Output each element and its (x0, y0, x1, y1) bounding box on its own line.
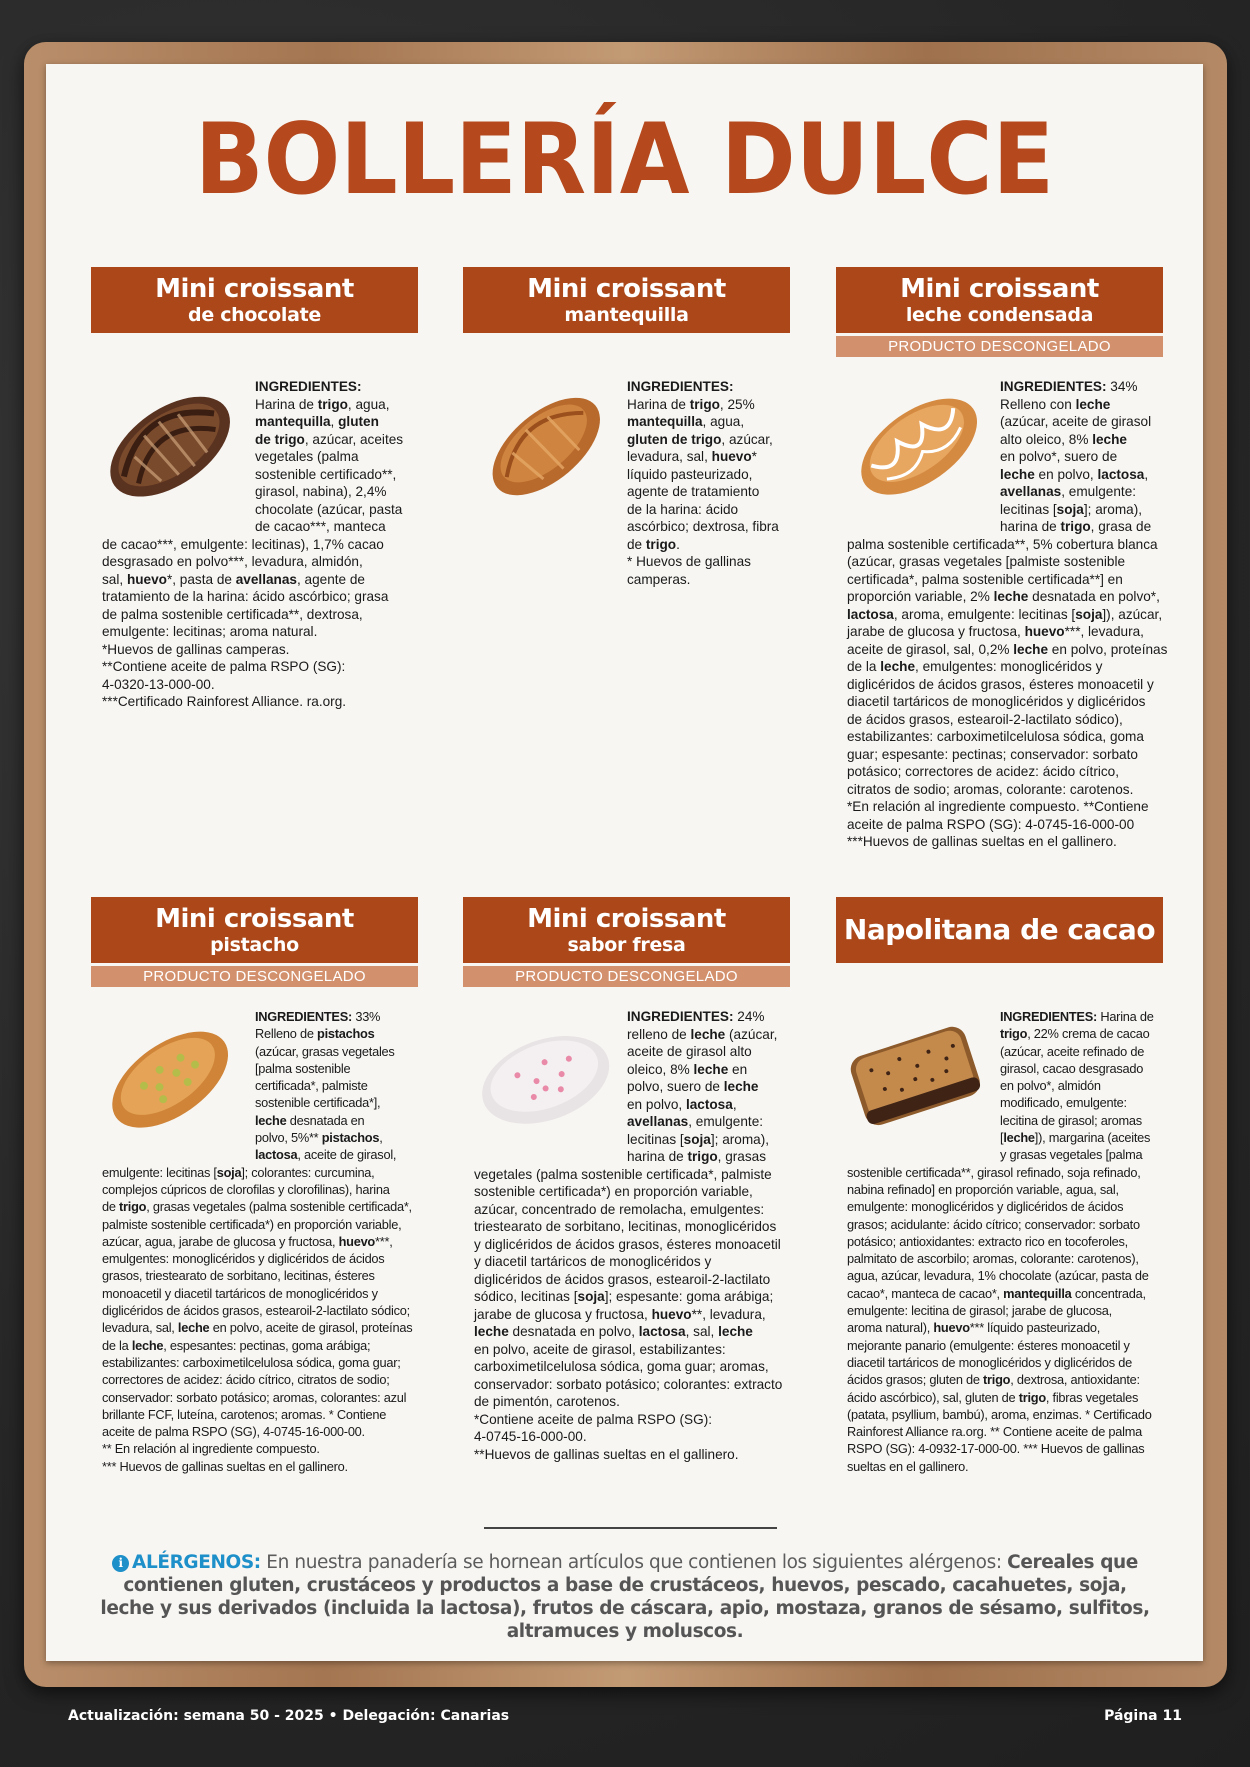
product-card-fresa (463, 897, 790, 987)
product-name: Mini croissant (527, 903, 726, 934)
product-card-pistacho (91, 897, 418, 987)
footer-update: Actualización: semana 50 - 2025 • Delegación: Canarias (68, 1708, 510, 1724)
frozen-badge: PRODUCTO DESCONGELADO (91, 966, 418, 987)
croissant-chocolate-image (94, 375, 244, 515)
ingredients-fresa: INGREDIENTES: 24% relleno de leche (azúcar, aceite de girasol alto oleico, 8% leche en polvo, suero de leche en polvo, lactosa, avellanas, emulgente: lecitinas [soja]; aroma), harina de trigo, grasas vegetales (palma sostenible certificada*, palmiste sostenible certificada*) en proporción variable, azúcar, concentrado de remolacha, emulgentes: triestearato de sorbitano, lecitinas, monoglicéridos y diglicéridos de ácidos grasos, ésteres monoacetil y diacetil tartáricos de monoglicéridos y diglicéridos de ácidos grasos, estearoil-2-lactilato sódico, lecitinas [soja]; espesante: goma arábiga; jarabe de glucosa y fructosa, huevo**, levadura, leche desnatada en polvo, lactosa, sal, leche en polvo, aceite de girasol, estabilizantes: carboximetilcelulosa sódica, goma guar; aromas, conservador: sorbato potásico; colorantes: extracto de pimentón, carotenos. *Contiene aceite de palma RSPO (SG): 4-0745-16-000-00. **Huevos de gallinas sueltas en el gallinero. (474, 1009, 783, 1462)
product-header (463, 897, 790, 963)
allergens-notice (100, 1551, 1150, 1643)
ingredients-text (102, 1008, 435, 1475)
product-header (91, 267, 418, 333)
ingredients-leche-condensada: INGREDIENTES: 34% Relleno con leche (azúcar, aceite de girasol alto oleico, 8% leche en polvo*, suero de leche en polvo, lactosa, avellanas, emulgente: lecitinas [soja]; aroma), harina de trigo, grasa de palma sostenible certificada**, 5% cobertura blanca (azúcar, grasas vegetales [palmiste sostenible certificada*, palma sostenible certificada**] en proporción variable, 2% leche desnatada en polvo*, lactosa, aroma, emulgente: lecitinas [soja]), azúcar, jarabe de glucosa y fructosa, huevo***, levadura, aceite de girasol, sal, 0,2% leche en polvo, proteínas de la leche, emulgentes: monoglicéridos y diglicéridos de ácidos grasos, ésteres monoacetil y diacetil tartáricos de monoglicéridos y diglicéridos de ácidos grasos, estearoil-2-lactilato sódico), estabilizantes: carboximetilcelulosa sódica, goma guar; espesante: pectinas; conservador: sorbato potásico; correctores de acidez: ácido cítrico, citratos de sodio; aromas, colorante: carotenos. *En relación al ingrediente compuesto. **Contiene aceite de palma RSPO (SG): 4-0745-16-000-00 ***Huevos de gallinas sueltas en el gallinero. (847, 379, 1168, 849)
product-name: Mini croissant (527, 273, 726, 304)
croissant-leche-condensada-image (843, 375, 993, 515)
product-name: Mini croissant (900, 273, 1099, 304)
product-name: Mini croissant (155, 273, 354, 304)
product-card-chocolate (91, 267, 418, 333)
info-icon: i (112, 1555, 129, 1572)
product-header (836, 897, 1163, 963)
product-header (463, 267, 790, 333)
croissant-mantequilla-image (470, 375, 620, 515)
product-subtitle: sabor fresa (567, 933, 686, 956)
croissant-fresa-image (470, 1008, 620, 1148)
ingredients-napolitana: INGREDIENTES: Harina de trigo, 22% crema de cacao (azúcar, aceite refinado de girasol, cacao desgrasado en polvo*, almidón modificado, emulgente: lecitina de girasol; aromas [leche]), margarina (aceites y grasas vegetales [palma sostenible certificada**, girasol refinado, soja refinado, nabina refinado] en proporción variable, agua, sal, emulgente: monoglicéridos y diglicéridos de ácidos grasos; acidulante: ácido cítrico; conservador: sorbato potásico; antioxidantes: extracto rico en tocoferoles, palmitato de ascorbilo; aromas, colorante: carotenos), agua, azúcar, levadura, 1% chocolate (azúcar, pasta de cacao*, manteca de cacao*, mantequilla concentrada, emulgente: lecitina de girasol; jarabe de glucosa, aroma natural), huevo*** líquido pasteurizado, mejorante panario (emulgente: ésteres monoacetil y diacetil tartáricos de monoglicéridos y diglicéridos de ácidos grasos; gluten de trigo, dextrosa, antioxidante: ácido ascórbico), sal, gluten de trigo, fibras vegetales (patata, psyllium, bambú), aroma, enzimas. * Certificado Rainforest Alliance ra.org. ** Contiene aceite de palma RSPO (SG): 4-0932-17-000-00. *** Huevos de gallinas sueltas en el gallinero. (847, 1009, 1154, 1474)
allergens-list: Cereales que contienen gluten, crustáceos y productos a base de crustáceos, huevos, pescado, cacahuetes, soja, leche y sus derivados (incluida la lactosa), frutos de cáscara, apio, mostaza, granos de sésamo, sulfitos, altramuces y moluscos. (100, 1552, 1150, 1642)
product-card-leche-condensada (836, 267, 1163, 357)
allergens-intro: En nuestra panadería se hornean artículos que contienen los siguientes alérgenos: (266, 1552, 1002, 1573)
page-title: BOLLERÍA DULCE (194, 103, 1055, 217)
frozen-badge: PRODUCTO DESCONGELADO (463, 966, 790, 987)
product-card-napolitana (836, 897, 1163, 963)
ingredients-text (627, 378, 817, 588)
product-subtitle: leche condensada (905, 303, 1094, 326)
product-subtitle: de chocolate (188, 303, 321, 326)
ingredients-pistacho: INGREDIENTES: 33% Relleno de pistachos (azúcar, grasas vegetales [palma sostenible certificada*, palmiste sostenible certificada*], leche desnatada en polvo, 5%** pistachos, lactosa, aceite de girasol, emulgente: lecitinas [soja]; colorantes: curcumina, complejos cúpricos de clorofilas y clorofilinas), harina de trigo, grasas vegetales (palma sostenible certificada*, palmiste sostenible certificada*) en proporción variable, azúcar, agua, jarabe de glucosa y fructosa, huevo***, emulgentes: monoglicéridos y diglicéridos de ácidos grasos, triestearato de sorbitano, lecitinas, ésteres monoacetil y diacetil tartáricos de monoglicéridos y diglicéridos de ácidos grasos, estearoil-2-lactilato sódico; levadura, sal, leche en polvo, aceite de girasol, proteínas de la leche, espesantes: pectinas, goma arábiga; estabilizantes: carboximetilcelulosa sódica, goma guar; correctores de acidez: ácido cítrico, citratos de sodio; conservador: sorbato potásico; aromas, colorantes: azul brillante FCF, luteína, carotenos; aromas. * Contiene aceite de palma RSPO (SG), 4-0745-16-000-00. ** En relación al ingrediente compuesto. *** Huevos de gallinas sueltas en el gallinero. (102, 1009, 413, 1474)
napolitana-cacao-image (840, 1005, 990, 1145)
allergens-label: ALÉRGENOS: (132, 1552, 261, 1573)
frozen-badge: PRODUCTO DESCONGELADO (836, 336, 1163, 357)
footer-page-number: Página 11 (1104, 1708, 1182, 1724)
product-card-mantequilla (463, 267, 790, 333)
ingredients-mantequilla: INGREDIENTES: Harina de trigo, 25% mantequilla, agua, gluten de trigo, azúcar, levadura, sal, huevo* líquido pasteurizado, agente de tratamiento de la harina: ácido ascórbico; dextrosa, fibra de trigo. * Huevos de gallinas camperas. (627, 379, 779, 587)
product-name: Mini croissant (155, 903, 354, 934)
product-subtitle: pistacho (210, 933, 299, 956)
divider (484, 1527, 777, 1529)
product-name: Napolitana de cacao (843, 913, 1156, 946)
product-header (91, 897, 418, 963)
ingredients-text (474, 1008, 817, 1463)
ingredients-text (102, 378, 435, 711)
ingredients-text (847, 1008, 1180, 1475)
product-subtitle: mantequilla (564, 303, 689, 326)
product-header (836, 267, 1163, 333)
ingredients-chocolate: INGREDIENTES: Harina de trigo, agua, mantequilla, gluten de trigo, azúcar, aceites vegetales (palma sostenible certificado**, girasol, nabina), 2,4% chocolate (azúcar, pasta de cacao***, manteca de cacao***, emulgente: lecitinas), 1,7% cacao desgrasado en polvo***, levadura, almidón, sal, huevo*, pasta de avellanas, agente de tratamiento de la harina: ácido ascórbico; grasa de palma sostenible certificada**, dextrosa, emulgente: lecitinas; aroma natural. *Huevos de gallinas camperas. **Contiene aceite de palma RSPO (SG): 4-0320-13-000-00. ***Certificado Rainforest Alliance. ra.org. (102, 379, 404, 709)
ingredients-text (847, 378, 1190, 851)
croissant-pistacho-image (94, 1008, 244, 1148)
